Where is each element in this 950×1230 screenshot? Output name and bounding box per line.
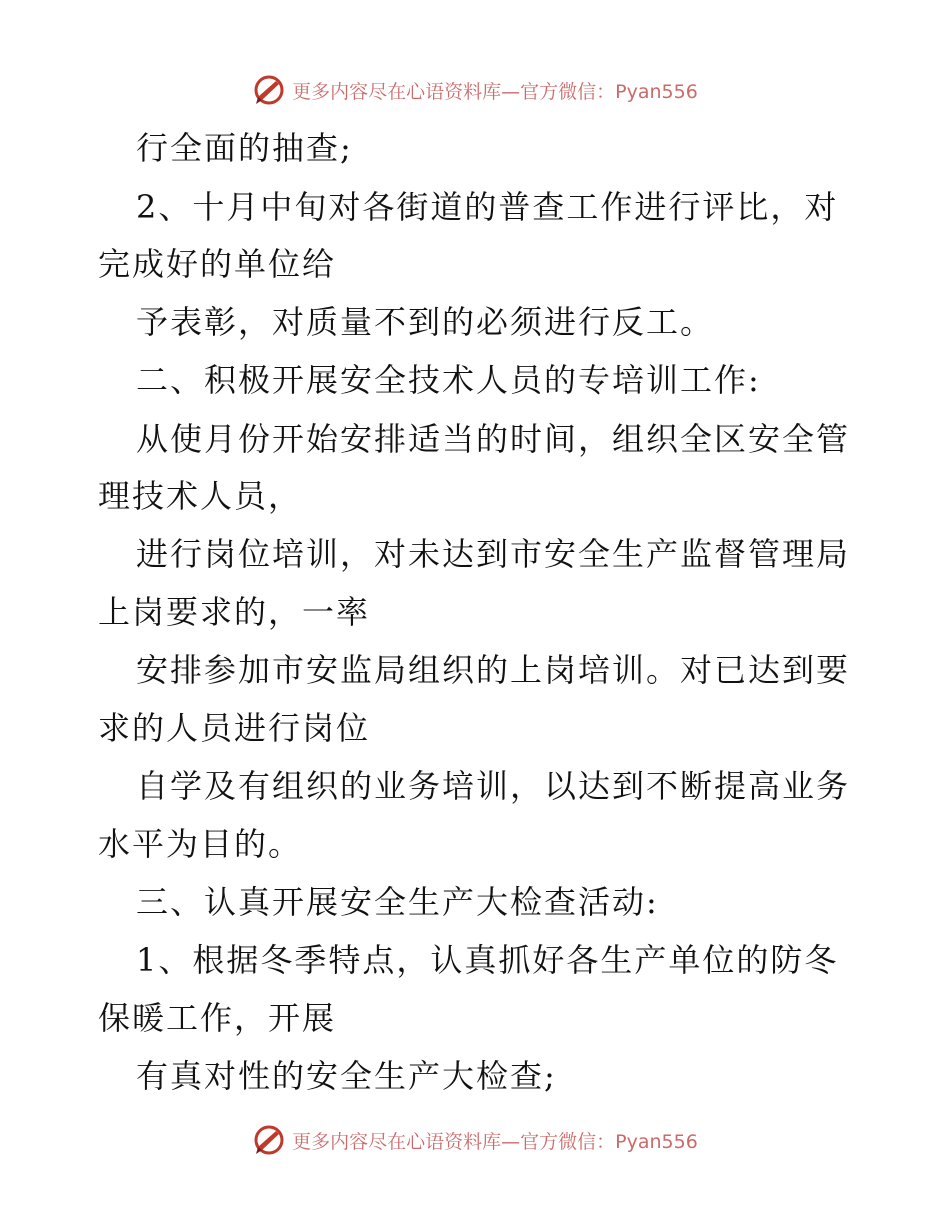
body-line: 二、积极开展安全技术人员的专培训工作: [136, 361, 761, 399]
watermark-text: 更多内容尽在心语资料库—官方微信：Pyan556 [292, 1130, 698, 1153]
body-line: 从使月份开始安排适当的时间，组织全区安全管 [136, 420, 851, 458]
body-line: 2、十月中旬对各街道的普查工作进行评比，对 [136, 188, 839, 226]
body-line: 求的人员进行岗位 [98, 709, 371, 747]
body-line: 自学及有组织的业务培训，以达到不断提高业务 [136, 767, 851, 805]
body-line: 行全面的抽查; [136, 129, 353, 167]
body-line: 安排参加市安监局组织的上岗培训。对已达到要 [136, 651, 851, 689]
body-line: 1、根据冬季特点，认真抓好各生产单位的防冬 [136, 941, 839, 979]
body-line: 三、认真开展安全生产大检查活动: [136, 883, 659, 921]
body-line: 有真对性的安全生产大检查; [136, 1057, 557, 1095]
watermark-text: 更多内容尽在心语资料库—官方微信：Pyan556 [292, 80, 698, 103]
ribbon-pen-logo-icon [252, 1123, 286, 1157]
footer-watermark [0, 1120, 950, 1160]
body-line: 水平为目的。 [98, 825, 303, 863]
body-line: 理技术人员， [98, 477, 303, 515]
body-line: 完成好的单位给 [98, 245, 337, 283]
body-line: 进行岗位培训，对未达到市安全生产监督管理局 [136, 535, 851, 573]
body-line: 保暖工作，开展 [98, 999, 337, 1037]
body-line: 上岗要求的，一率 [98, 593, 371, 631]
body-line: 予表彰，对质量不到的必须进行反工。 [136, 303, 715, 341]
